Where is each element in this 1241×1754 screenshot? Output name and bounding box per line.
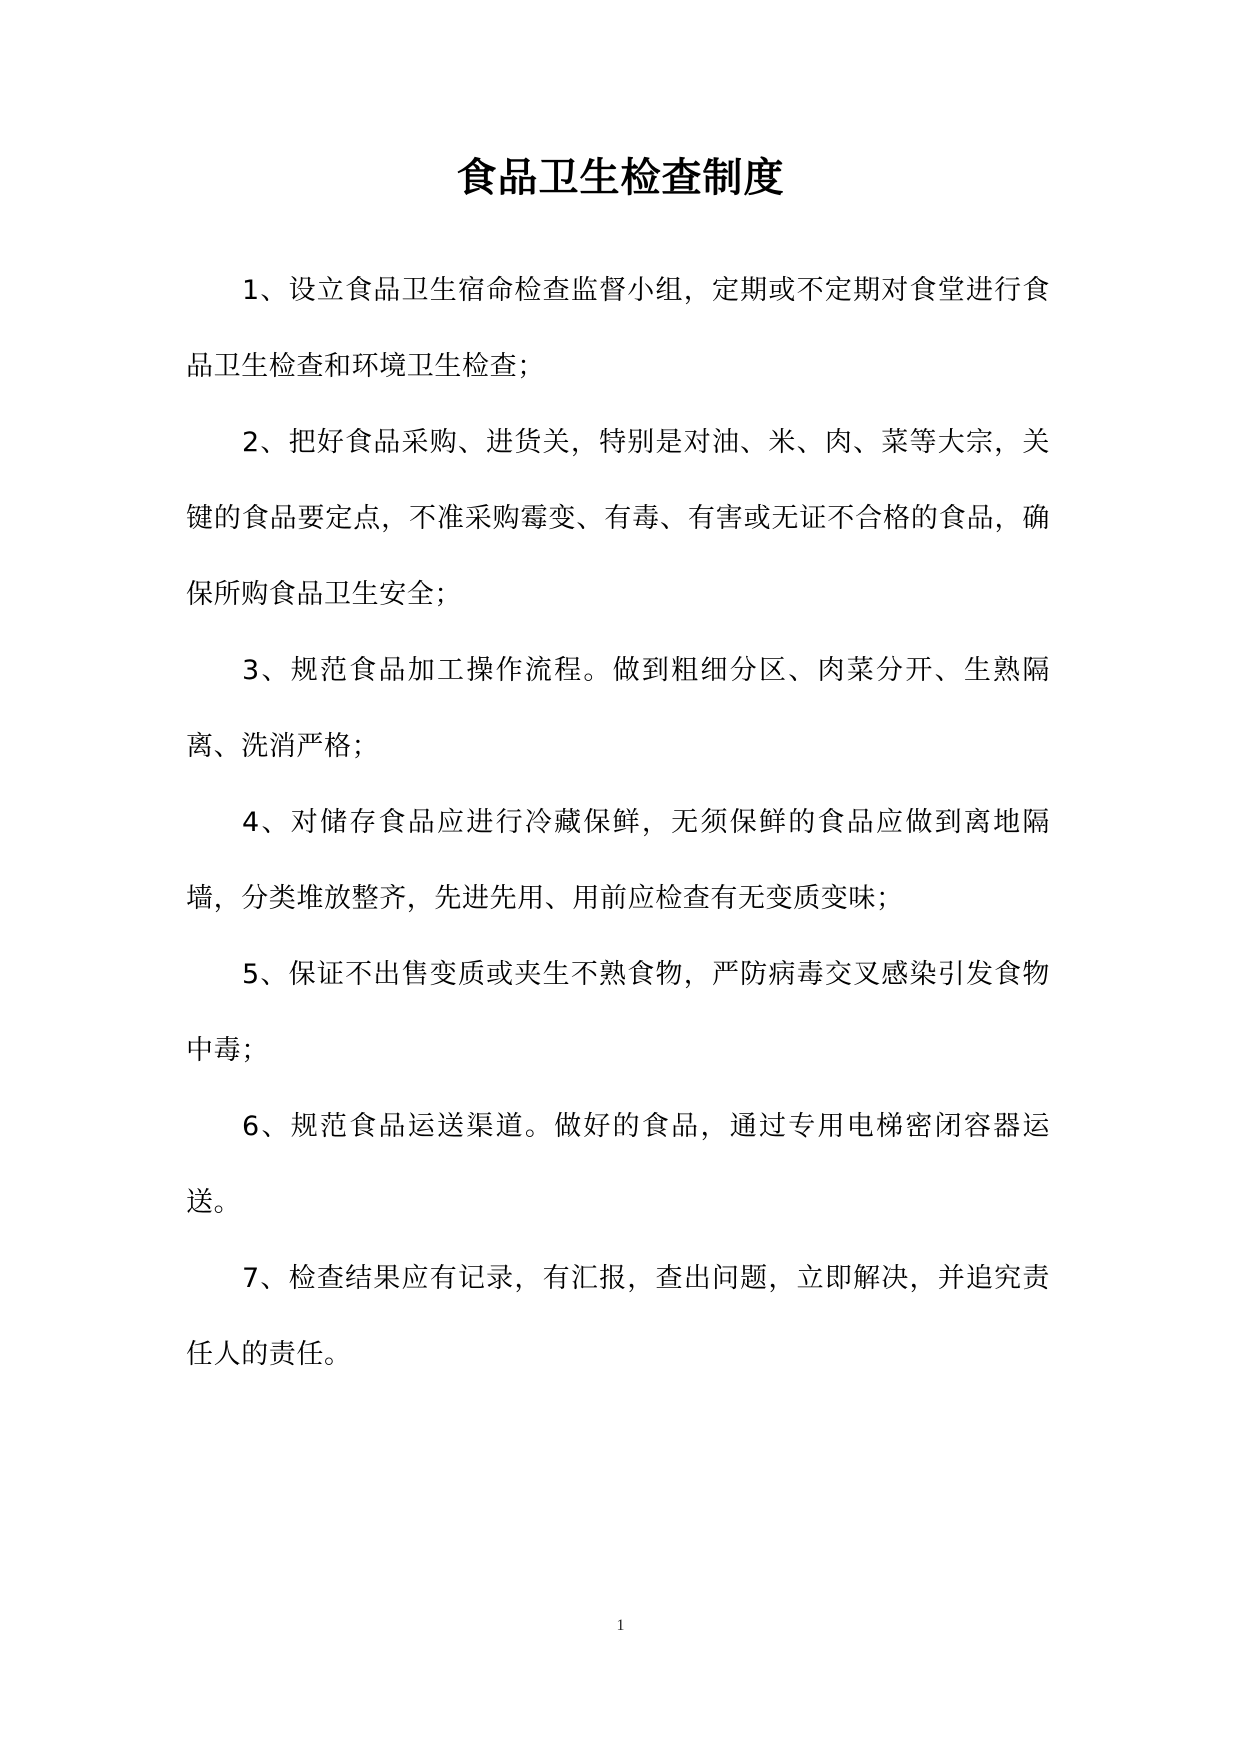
- paragraph-3: 3、规范食品加工操作流程。做到粗细分区、肉菜分开、生熟隔离、洗消严格；: [186, 655, 1050, 762]
- document-body: [186, 253, 1050, 1393]
- paragraph-2: 2、把好食品采购、进货关，特别是对油、米、肉、菜等大宗，关键的食品要定点，不准采购霉变、有毒、有害或无证不合格的食品，确保所购食品卫生安全；: [186, 427, 1050, 610]
- page-number: 1: [616, 1617, 625, 1634]
- paragraph-4: 4、对储存食品应进行冷藏保鲜，无须保鲜的食品应做到离地隔墙，分类堆放整齐，先进先用、用前应检查有无变质变味；: [186, 807, 1050, 914]
- paragraph-7: 7、检查结果应有记录，有汇报，查出问题，立即解决，并追究责任人的责任。: [186, 1263, 1050, 1370]
- paragraph-1: 1、设立食品卫生宿命检查监督小组，定期或不定期对食堂进行食品卫生检查和环境卫生检查；: [186, 275, 1050, 382]
- document-title: 食品卫生检查制度: [456, 154, 785, 201]
- paragraph-5: 5、保证不出售变质或夹生不熟食物，严防病毒交叉感染引发食物中毒；: [186, 959, 1050, 1066]
- paragraph-6: 6、规范食品运送渠道。做好的食品，通过专用电梯密闭容器运送。: [186, 1111, 1050, 1218]
